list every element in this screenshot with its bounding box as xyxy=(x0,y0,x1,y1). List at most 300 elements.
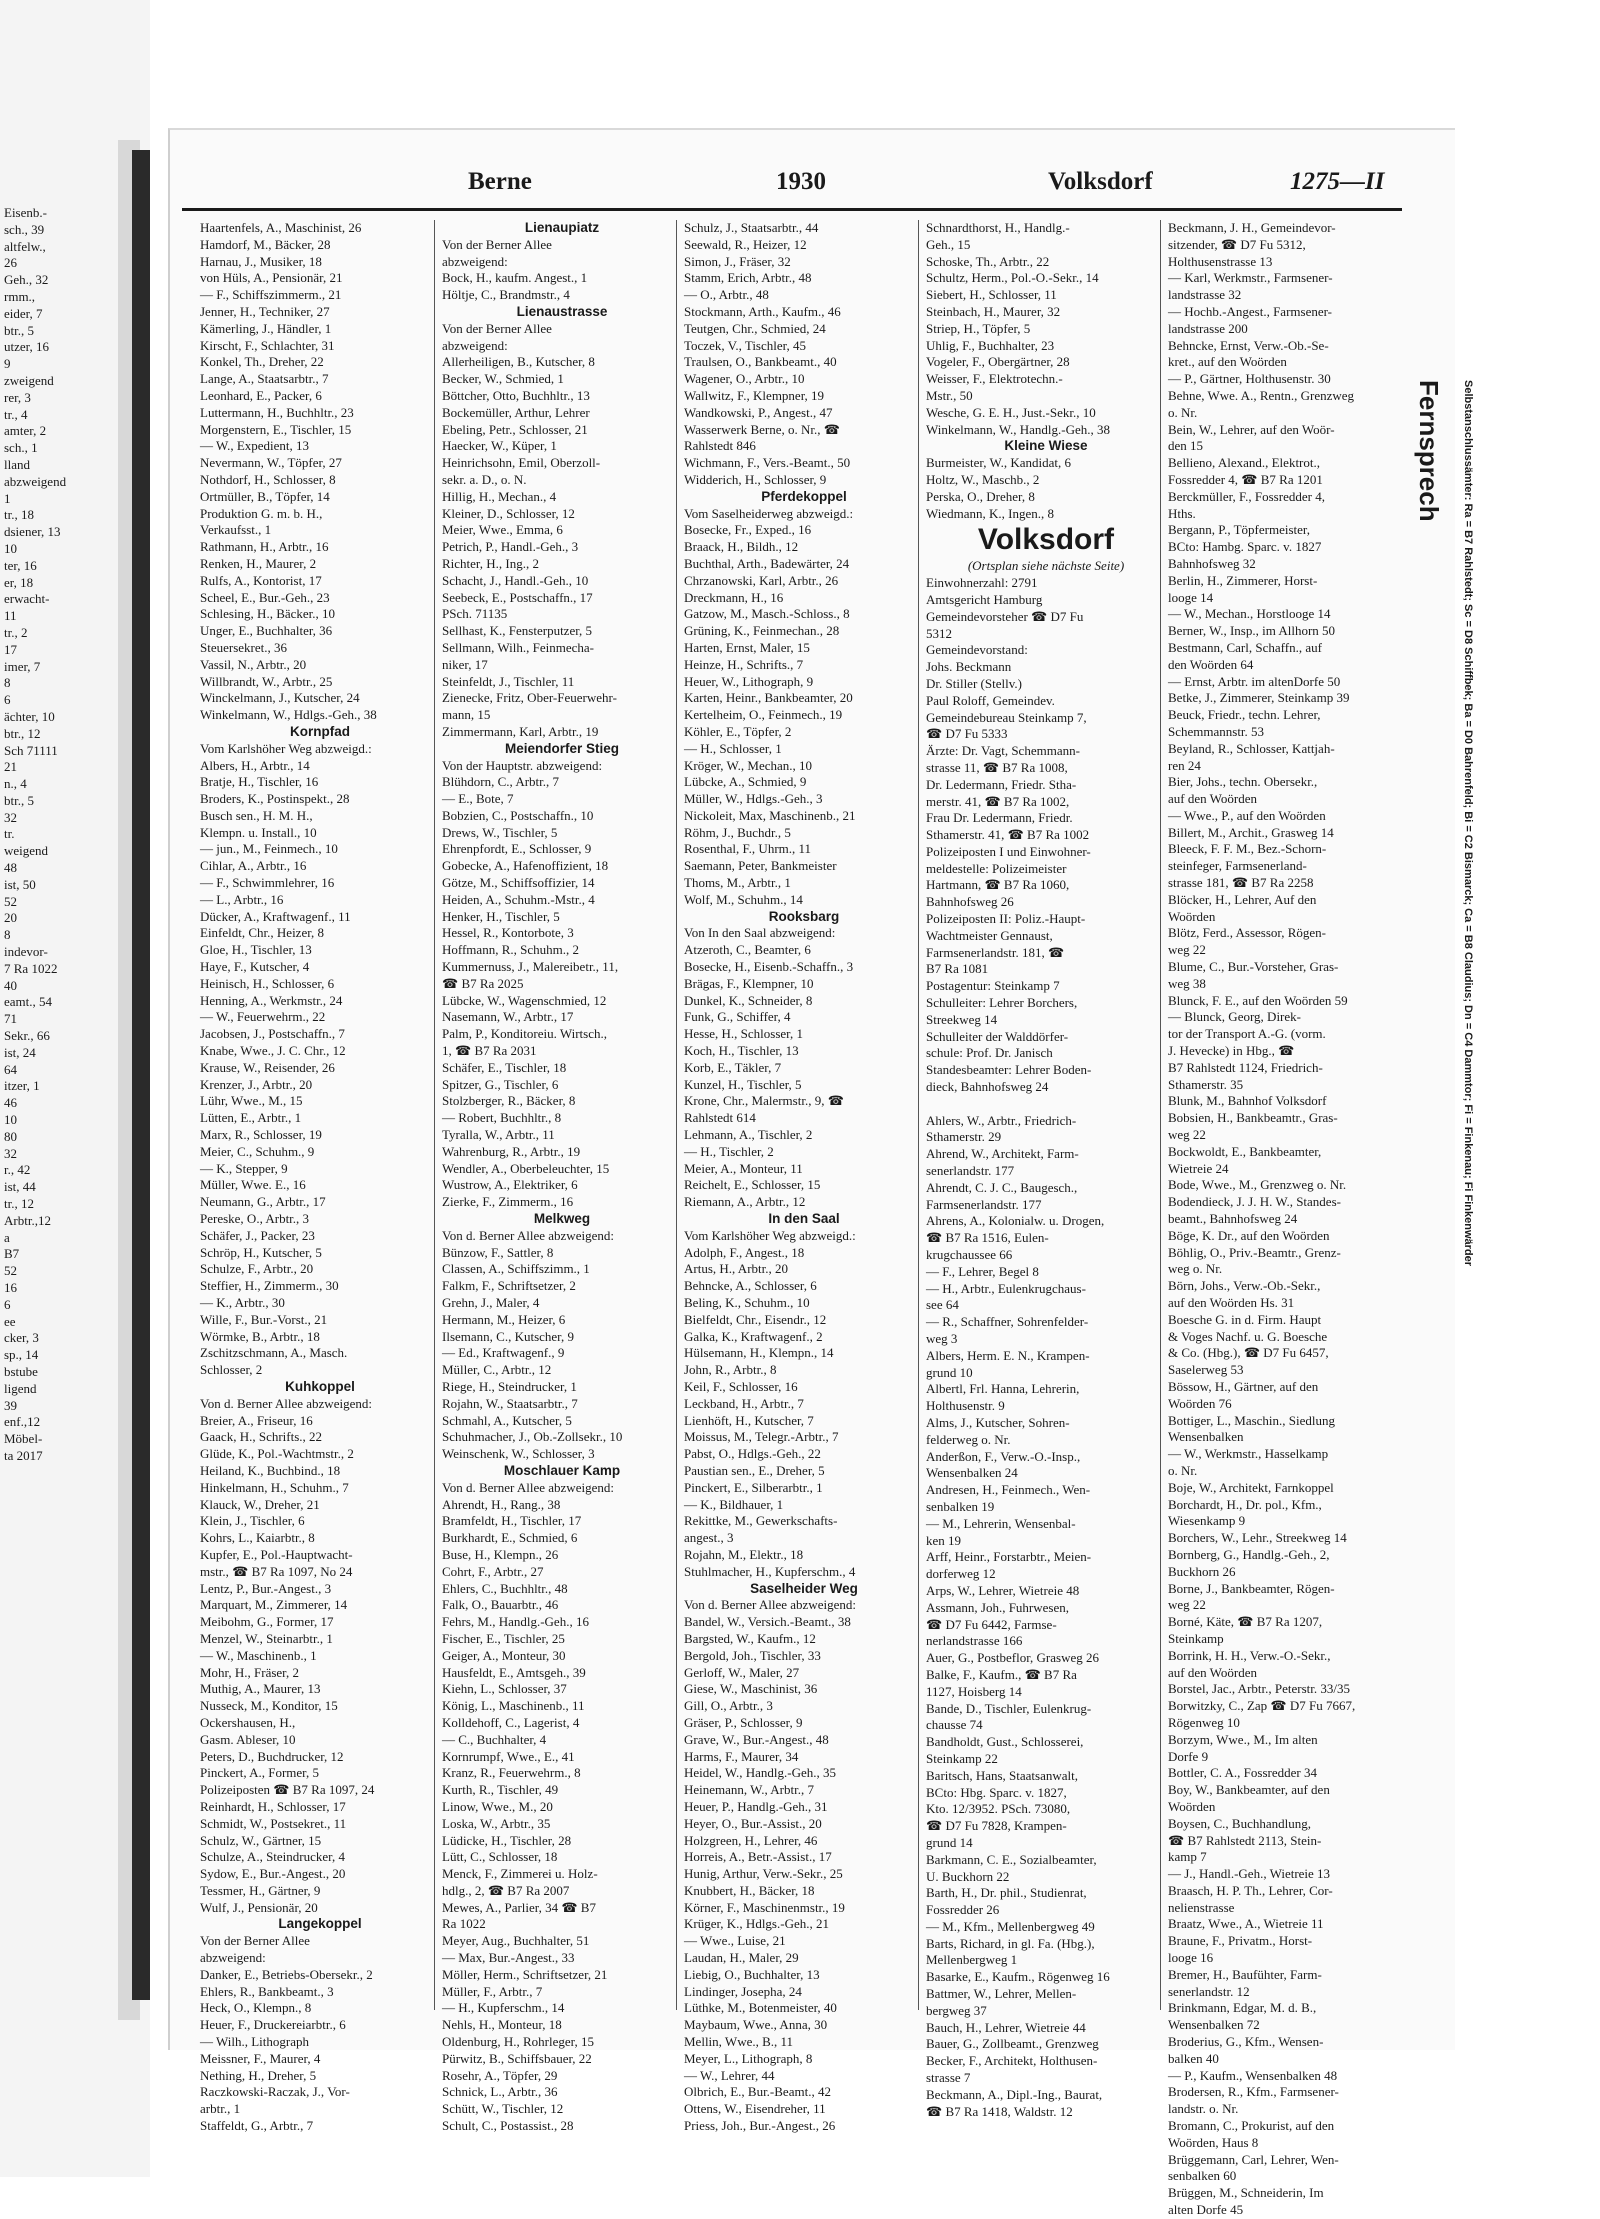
directory-entry: Schacht, J., Handl.-Geh., 10 xyxy=(442,572,589,588)
directory-entry: BCto: Hbg. Sparc. v. 1827, xyxy=(926,1784,1067,1800)
directory-entry: Gemeindevorsteher ☎ D7 Fu xyxy=(926,608,1084,624)
directory-entry: Billert, M., Archit., Grasweg 14 xyxy=(1168,824,1334,840)
directory-entry: Giese, W., Maschinist, 36 xyxy=(684,1681,818,1697)
directory-entry: Winkelmann, W., Handlg.-Geh., 38 xyxy=(926,421,1110,437)
header-rule xyxy=(182,208,1402,211)
fragment-line: erwacht- xyxy=(4,591,50,607)
directory-entry: Wallwitz, F., Klempner, 19 xyxy=(684,387,825,403)
directory-entry: Gräser, P., Schlosser, 9 xyxy=(684,1714,803,1730)
directory-entry: Wagener, O., Arbtr., 10 xyxy=(684,371,805,387)
fragment-line: indevor- xyxy=(4,944,48,960)
directory-entry: Albers, Herm. E. N., Krampen- xyxy=(926,1347,1090,1363)
directory-entry: ren 24 xyxy=(1168,757,1201,773)
directory-entry: Horreis, A., Betr.-Assist., 17 xyxy=(684,1849,832,1865)
directory-entry: B7 Rahlstedt 1124, Friedrich- xyxy=(1168,1059,1323,1075)
fragment-line: weigend xyxy=(4,843,49,859)
directory-entry: — Hochb.-Angest., Farmsener- xyxy=(1168,303,1333,319)
directory-entry: — Wwe., P., auf den Woörden xyxy=(1168,807,1326,823)
directory-entry: Nothdorf, H., Schlosser, 8 xyxy=(200,471,336,487)
directory-entry: Einwohnerzahl: 2791 xyxy=(926,575,1038,591)
directory-entry: Meier, Wwe., Emma, 6 xyxy=(442,522,563,538)
directory-entry: Gemeindevorstand: xyxy=(926,642,1028,658)
directory-entry: Schmahl, A., Kutscher, 5 xyxy=(442,1412,572,1428)
directory-entry: Sthamerstr. 29 xyxy=(926,1129,1002,1145)
directory-entry: — K., Bildhauer, 1 xyxy=(684,1496,784,1512)
directory-entry: Lüdicke, H., Tischler, 28 xyxy=(442,1832,572,1848)
directory-entry: ☎ D7 Fu 7828, Krampen- xyxy=(926,1818,1067,1834)
directory-entry: Wulf, J., Pensionär, 20 xyxy=(200,1899,318,1915)
directory-entry: Bockwoldt, E., Bankbeamter, xyxy=(1168,1143,1322,1159)
directory-entry: Bellieno, Alexand., Elektrot., xyxy=(1168,455,1320,471)
directory-entry: — W., Lehrer, 44 xyxy=(684,2067,775,2083)
directory-entry: strasse 181, ☎ B7 Ra 2258 xyxy=(1168,875,1314,891)
directory-entry: — Ed., Kraftwagenf., 9 xyxy=(442,1345,565,1361)
directory-entry: senerlandstr. 177 xyxy=(926,1163,1015,1179)
directory-entry: Heinze, H., Schrifts., 7 xyxy=(684,656,804,672)
directory-entry: Assmann, Joh., Fuhrwesen, xyxy=(926,1599,1069,1615)
directory-entry: Borchers, W., Lehr., Streekweg 14 xyxy=(1168,1530,1347,1546)
directory-entry: Schulz, W., Gärtner, 15 xyxy=(200,1832,322,1848)
directory-entry: Zschitzschmann, A., Masch. xyxy=(200,1345,348,1361)
directory-entry: Bein, W., Lehrer, auf den Woör- xyxy=(1168,421,1335,437)
directory-entry: ☎ D7 Fu 6442, Farmse- xyxy=(926,1616,1057,1632)
directory-entry: Wolf, M., Schuhm., 14 xyxy=(684,891,803,907)
directory-entry: arbtr., 1 xyxy=(200,2101,241,2117)
directory-entry: Schlosser, 2 xyxy=(200,1362,263,1378)
directory-entry: Haye, F., Kutscher, 4 xyxy=(200,959,310,975)
directory-entry: Ebeling, Petr., Schlosser, 21 xyxy=(442,421,588,437)
directory-entry: balken 40 xyxy=(1168,2050,1219,2066)
directory-entry: Balke, F., Kaufm., ☎ B7 Ra xyxy=(926,1666,1077,1682)
directory-entry: Brüggen, M., Schneiderin, Im xyxy=(1168,2185,1324,2201)
directory-entry: 1, ☎ B7 Ra 2031 xyxy=(442,1043,537,1059)
directory-entry: — K., Arbtr., 30 xyxy=(200,1295,285,1310)
fragment-line: 10 xyxy=(4,1112,17,1128)
directory-entry: Koch, H., Tischler, 13 xyxy=(684,1043,799,1059)
directory-entry: Basarke, E., Kaufm., Rögenweg 16 xyxy=(926,1969,1110,1985)
fragment-line: tr., 2 xyxy=(4,624,28,640)
directory-entry: Rahlstedt 614 xyxy=(684,1110,756,1126)
fragment-line: 21 xyxy=(4,759,17,775)
directory-entry: Bünzow, F., Sattler, 8 xyxy=(442,1244,554,1260)
street-heading: Melkweg xyxy=(533,1211,591,1227)
street-heading: Lienaupiatz xyxy=(524,220,600,235)
directory-entry: schule: Prof. Dr. Janisch xyxy=(926,1045,1053,1061)
directory-entry: Unger, E., Buchhalter, 36 xyxy=(200,623,333,639)
directory-entry: Schäfer, E., Tischler, 18 xyxy=(442,1059,567,1075)
directory-entry: Heuer, P., Handlg.-Geh., 31 xyxy=(684,1798,828,1814)
directory-entry: Pereske, O., Arbtr., 3 xyxy=(200,1211,310,1227)
directory-entry: Rojahn, M., Elektr., 18 xyxy=(684,1546,804,1562)
directory-entry: ☎ B7 Ra 1516, Eulen- xyxy=(926,1230,1049,1246)
directory-entry: alten Dorfe 45 xyxy=(1168,2202,1244,2218)
column-divider xyxy=(1160,220,1161,2010)
directory-entry: Busch sen., H. M. H., xyxy=(200,807,313,823)
fragment-line: ligend xyxy=(4,1380,37,1396)
directory-entry: o. Nr. xyxy=(1168,404,1198,420)
directory-entry: Kirscht, F., Schlachter, 31 xyxy=(200,337,335,353)
directory-entry: Beckmann, A., Dipl.-Ing., Baurat, xyxy=(926,2086,1103,2102)
directory-entry: Zienecke, Fritz, Ober-Feuerwehr- xyxy=(442,690,617,706)
directory-entry: Hunig, Arthur, Verw.-Sekr., 25 xyxy=(684,1866,843,1882)
directory-entry: Liebig, O., Buchhalter, 13 xyxy=(684,1966,820,1982)
directory-entry: weg 3 xyxy=(926,1331,958,1346)
directory-entry: Kleiner, D., Schlosser, 12 xyxy=(442,505,575,521)
directory-entry: Bahnhofsweg 26 xyxy=(926,894,1014,910)
directory-entry: angest., 3 xyxy=(684,1530,734,1546)
directory-entry: Heinrichsohn, Emil, Oberzoll- xyxy=(442,455,601,471)
directory-entry: — Robert, Buchhltr., 8 xyxy=(442,1110,562,1126)
directory-entry: Bargsted, W., Kaufm., 12 xyxy=(684,1630,816,1646)
fragment-line: rer, 3 xyxy=(4,389,31,405)
directory-entry: Glüde, K., Pol.-Wachtmstr., 2 xyxy=(200,1446,354,1462)
fragment-line: dsiener, 13 xyxy=(4,524,61,540)
directory-entry: Berlin, H., Zimmerer, Horst- xyxy=(1168,572,1318,588)
directory-entry: Chrzanowski, Karl, Arbtr., 26 xyxy=(684,572,839,588)
directory-entry: Albertl, Frl. Hanna, Lehrerin, xyxy=(926,1381,1080,1397)
directory-entry: Wiedmann, K., Ingen., 8 xyxy=(926,505,1055,521)
directory-entry: Köhler, E., Töpfer, 2 xyxy=(684,723,792,739)
directory-entry: Brodersen, R., Kfm., Farmsener- xyxy=(1168,2084,1339,2100)
directory-entry: Luttermann, H., Buchhltr., 23 xyxy=(200,404,354,420)
directory-entry: Lange, A., Staatsarbtr., 7 xyxy=(200,371,329,387)
directory-entry: Lütten, E., Arbtr., 1 xyxy=(200,1110,302,1126)
directory-entry: Woörden xyxy=(1168,1798,1216,1814)
directory-entry: Pinckert, A., Former, 5 xyxy=(200,1765,319,1781)
directory-entry: — M., Kfm., Mellenbergweg 49 xyxy=(926,1918,1095,1934)
directory-entry: Wahrenburg, R., Arbtr., 19 xyxy=(442,1143,581,1159)
directory-entry: BCto: Hambg. Sparc. v. 1827 xyxy=(1168,539,1322,555)
page-header xyxy=(180,168,1405,202)
directory-entry: Schulleiter: Lehrer Borchers, xyxy=(926,995,1078,1011)
directory-entry: Krenzer, J., Arbtr., 20 xyxy=(200,1076,313,1092)
column-5 xyxy=(1168,220,1404,2219)
directory-entry: Bergold, Joh., Tischler, 33 xyxy=(684,1647,821,1663)
directory-entry: — F., Schiffszimmerm., 21 xyxy=(200,287,342,303)
directory-entry: Becker, W., Schmied, 1 xyxy=(442,371,564,387)
directory-entry: beamt., Bahnhofsweg 24 xyxy=(1168,1211,1298,1227)
directory-entry: Steinfeldt, J., Tischler, 11 xyxy=(442,673,575,689)
directory-entry: Jacobsen, J., Postschaffn., 7 xyxy=(200,1026,345,1042)
directory-entry: weg 22 xyxy=(1168,1597,1206,1613)
directory-entry: Müller, Wwe. E., 16 xyxy=(200,1177,306,1193)
directory-entry: Boesche G. in d. Firm. Haupt xyxy=(1168,1311,1322,1327)
street-heading: Moschlauer Kamp xyxy=(503,1462,621,1478)
directory-entry: Amtsgericht Hamburg xyxy=(926,591,1043,607)
directory-entry: Schnick, L., Arbtr., 36 xyxy=(442,2084,558,2100)
directory-entry: Frau Dr. Ledermann, Friedr. xyxy=(926,810,1073,826)
column-1 xyxy=(200,220,440,2135)
directory-entry: Battmer, W., Lehrer, Mellen- xyxy=(926,1986,1077,2002)
fragment-line: btr., 5 xyxy=(4,792,34,808)
directory-entry: Bergann, P., Töpfermeister, xyxy=(1168,522,1310,538)
directory-entry: mstr., ☎ B7 Ra 1097, No 24 xyxy=(200,1563,353,1579)
fragment-line: ist, 50 xyxy=(4,876,36,892)
directory-entry: Nusseck, M., Konditor, 15 xyxy=(200,1698,338,1714)
directory-entry: merstr. 41, ☎ B7 Ra 1002, xyxy=(926,793,1070,809)
directory-entry: weg o. Nr. xyxy=(1168,1261,1223,1277)
fragment-line: 1 xyxy=(4,490,11,506)
directory-entry: — W., Expedient, 13 xyxy=(200,438,310,454)
directory-entry: — jun., M., Feinmech., 10 xyxy=(200,841,338,857)
directory-entry: Meier, C., Schuhm., 9 xyxy=(200,1143,315,1159)
directory-entry: mann, 15 xyxy=(442,707,491,723)
header-page-number: 1275—II xyxy=(1290,168,1385,195)
fragment-line: 40 xyxy=(4,977,17,993)
directory-entry: — J., Handl.-Geh., Wietreie 13 xyxy=(1168,1866,1331,1882)
directory-entry: Lühr, Wwe., M., 15 xyxy=(200,1093,303,1109)
directory-entry: Seewald, R., Heizer, 12 xyxy=(684,236,807,252)
directory-entry: U. Buckhorn 22 xyxy=(926,1868,1010,1884)
directory-entry: auf den Woörden Hs. 31 xyxy=(1168,1295,1295,1310)
directory-entry: — F., Lehrer, Begel 8 xyxy=(926,1263,1039,1279)
directory-entry: Heyer, O., Bur.-Assist., 20 xyxy=(684,1815,822,1831)
directory-entry: Zimmermann, Karl, Arbtr., 19 xyxy=(442,723,599,739)
directory-entry: Bahnhofsweg 32 xyxy=(1168,555,1256,571)
directory-entry: niker, 17 xyxy=(442,656,488,672)
directory-entry: Paul Roloff, Gemeindev. xyxy=(926,692,1055,708)
fragment-line: 6 xyxy=(4,692,11,708)
directory-entry: Krone, Chr., Malermstr., 9, ☎ xyxy=(684,1093,844,1109)
directory-entry: Von der Berner Allee xyxy=(442,236,552,252)
directory-entry: John, R., Arbtr., 8 xyxy=(684,1362,777,1378)
directory-entry: — F., Schwimmlehrer, 16 xyxy=(200,875,335,891)
directory-entry: Borzym, Wwe., M., Im alten xyxy=(1168,1731,1318,1747)
fragment-line: amter, 2 xyxy=(4,423,47,439)
directory-entry: Beckmann, J. H., Gemeindevor- xyxy=(1168,220,1336,235)
directory-entry: Stolzberger, R., Bäcker, 8 xyxy=(442,1093,576,1109)
directory-entry: Hartmann, ☎ B7 Ra 1060, xyxy=(926,877,1070,893)
directory-entry: — W., Mechan., Horstlooge 14 xyxy=(1168,606,1331,622)
directory-entry: Wensenbalken 24 xyxy=(926,1465,1018,1481)
directory-entry: Grüning, K., Feinmechan., 28 xyxy=(684,623,840,639)
directory-entry: Beling, K., Schuhm., 10 xyxy=(684,1295,810,1310)
directory-entry: Dreckmann, H., 16 xyxy=(684,589,784,605)
directory-entry: Müller, F., Arbtr., 7 xyxy=(442,1983,543,1999)
street-heading: Meiendorfer Stieg xyxy=(504,740,620,756)
directory-entry: den Woörden 64 xyxy=(1168,656,1254,672)
directory-entry: Krüger, K., Hdlgs.-Geh., 21 xyxy=(684,1916,829,1932)
directory-entry: Heinemann, W., Arbtr., 7 xyxy=(684,1782,814,1798)
directory-entry: Böttcher, Otto, Buchhltr., 13 xyxy=(442,387,590,403)
directory-entry: Schulze, F., Arbtr., 20 xyxy=(200,1261,314,1277)
directory-entry: Atzeroth, C., Beamter, 6 xyxy=(684,942,811,958)
directory-entry: Bock, H., kaufm. Angest., 1 xyxy=(442,270,588,286)
directory-entry: 1127, Hoisberg 14 xyxy=(926,1683,1022,1699)
fragment-line: 17 xyxy=(4,641,17,657)
directory-page xyxy=(168,128,1474,2218)
directory-entry: Berckmüller, F., Fossredder 4, xyxy=(1168,488,1325,504)
directory-entry: Toczek, V., Tischler, 45 xyxy=(684,337,806,353)
directory-entry: Wiesenkamp 9 xyxy=(1168,1513,1246,1529)
street-heading: Pferdekoppel xyxy=(761,488,847,504)
street-heading: Saselheider Weg xyxy=(750,1580,858,1596)
directory-entry: & Voges Nachf. u. G. Boesche xyxy=(1168,1328,1328,1344)
directory-entry: Oldenburg, H., Rohrleger, 15 xyxy=(442,2034,594,2050)
directory-entry: Anderßon, F., Verw.-O.-Insp., xyxy=(926,1448,1081,1464)
directory-entry: Schemmannstr. 53 xyxy=(1168,723,1265,739)
directory-entry: weg 22 xyxy=(1168,942,1206,958)
directory-entry: Bier, Johs., techn. Obersekr., xyxy=(1168,774,1318,790)
directory-entry: Zierke, F., Zimmerm., 16 xyxy=(442,1194,574,1210)
directory-entry: Ahrend, W., Architekt, Farm- xyxy=(926,1146,1079,1162)
directory-entry: Wensenbalken 72 xyxy=(1168,2017,1260,2033)
directory-entry: Woörden xyxy=(1168,908,1216,924)
directory-entry: Burkhardt, E., Schmied, 6 xyxy=(442,1530,578,1546)
directory-entry: Renken, H., Maurer, 2 xyxy=(200,555,317,571)
directory-entry: Berner, W., Insp., im Allhorn 50 xyxy=(1168,623,1336,639)
fragment-line: ter, 16 xyxy=(4,557,37,573)
directory-entry: Jenner, H., Techniker, 27 xyxy=(200,303,330,319)
fragment-line: itzer, 1 xyxy=(4,1078,40,1094)
directory-entry: Krause, W., Reisender, 26 xyxy=(200,1059,335,1075)
directory-entry: grund 10 xyxy=(926,1364,973,1380)
directory-entry: Dücker, A., Kraftwagenf., 11 xyxy=(200,908,351,924)
directory-entry: Burmeister, W., Kandidat, 6 xyxy=(926,455,1071,471)
telephone-sidebar xyxy=(1410,380,1474,1880)
directory-entry: see 64 xyxy=(926,1297,959,1313)
directory-entry: Kunzel, H., Tischler, 5 xyxy=(684,1076,802,1092)
street-heading: Kleine Wiese xyxy=(1004,438,1088,454)
directory-entry: Johs. Beckmann xyxy=(926,659,1012,675)
directory-entry: von Hüls, A., Pensionär, 21 xyxy=(200,270,343,286)
directory-entry: Böhlig, O., Priv.-Beamtr., Grenz- xyxy=(1168,1244,1341,1260)
directory-entry: ☎ B7 Rahlstedt 2113, Stein- xyxy=(1168,1832,1322,1848)
directory-entry: felderweg o. Nr. xyxy=(926,1431,1011,1447)
directory-entry: Gatzow, M., Masch.-Schloss., 8 xyxy=(684,606,850,622)
directory-entry: Bromann, C., Prokurist, auf den xyxy=(1168,2118,1335,2134)
directory-entry: Barts, Richard, in gl. Fa. (Hbg.), xyxy=(926,1935,1095,1951)
fragment-line: Sekr., 66 xyxy=(4,1028,50,1044)
directory-entry: Bielfeldt, Chr., Eisendr., 12 xyxy=(684,1311,827,1327)
directory-entry: — M., Lehrerin, Wensenbal- xyxy=(926,1515,1076,1531)
directory-entry: Funk, G., Schiffer, 4 xyxy=(684,1009,791,1025)
directory-entry: Ehlers, R., Bankbeamt., 3 xyxy=(200,1983,334,1999)
column-2 xyxy=(442,220,682,2135)
directory-entry: Simon, J., Fräser, 32 xyxy=(684,253,791,269)
directory-entry: Boje, W., Architekt, Farnkoppel xyxy=(1168,1479,1334,1495)
directory-entry: landstrasse 32 xyxy=(1168,287,1242,303)
directory-entry: Wörmke, B., Arbtr., 18 xyxy=(200,1328,320,1344)
directory-entry: landstrasse 200 xyxy=(1168,320,1248,336)
directory-entry: Nehls, H., Monteur, 18 xyxy=(442,2017,562,2033)
directory-entry: Winkelmann, W., Hdlgs.-Geh., 38 xyxy=(200,707,377,723)
directory-entry: Holthusenstrasse 13 xyxy=(1168,253,1273,269)
directory-entry: strasse 11, ☎ B7 Ra 1008, xyxy=(926,759,1068,775)
directory-entry: grund 14 xyxy=(926,1834,973,1850)
street-heading: Rooksbarg xyxy=(768,908,840,924)
directory-entry: Wietreie 24 xyxy=(1168,1160,1229,1176)
directory-entry: — C., Buchhalter, 4 xyxy=(442,1731,547,1747)
directory-entry: Kertelheim, O., Feinmech., 19 xyxy=(684,707,843,723)
directory-entry: Lübcke, A., Schmied, 9 xyxy=(684,774,807,790)
directory-entry: den 15 xyxy=(1168,438,1204,454)
directory-entry: Kranz, R., Feuerwehrm., 8 xyxy=(442,1765,581,1781)
directory-entry: Pürwitz, B., Schiffsbauer, 22 xyxy=(442,2050,592,2066)
fragment-line: 6 xyxy=(4,1296,11,1312)
fragment-line: btr., 5 xyxy=(4,322,34,338)
directory-entry: — H., Kupferschm., 14 xyxy=(442,2000,565,2016)
directory-entry: Röhm, J., Buchdr., 5 xyxy=(684,824,791,840)
directory-entry: Behne, Wwe. A., Rentn., Grenzweg xyxy=(1168,387,1355,403)
directory-entry: Arps, W., Lehrer, Wietreie 48 xyxy=(926,1582,1080,1598)
directory-entry: Lienhöft, H., Kutscher, 7 xyxy=(684,1412,814,1428)
directory-entry: Reichelt, E., Schlosser, 15 xyxy=(684,1177,821,1193)
directory-entry: Standesbeamter: Lehrer Boden- xyxy=(926,1062,1092,1078)
directory-entry: Stamm, Erich, Arbtr., 48 xyxy=(684,270,812,286)
column-divider xyxy=(918,220,919,2010)
directory-entry: Streekweg 14 xyxy=(926,1011,998,1027)
directory-entry: Rahlstedt 846 xyxy=(684,438,756,454)
directory-entry: Vom Karlshöher Weg abzweigd.: xyxy=(684,1227,856,1243)
directory-entry: Barkmann, C. E., Sozialbeamter, xyxy=(926,1851,1097,1867)
directory-entry: — Wwe., Luise, 21 xyxy=(684,1933,786,1949)
directory-entry: — Wilh., Lithograph xyxy=(200,2034,310,2050)
directory-entry: Braasch, H. P. Th., Lehrer, Cor- xyxy=(1168,1882,1333,1898)
directory-entry: Blöcker, H., Lehrer, Auf den xyxy=(1168,891,1317,907)
sidebar-title: Fernsprech xyxy=(1414,380,1444,522)
directory-entry: tor der Transport A.-G. (vorm. xyxy=(1168,1026,1326,1042)
directory-entry: Behncke, A., Schlosser, 6 xyxy=(684,1278,817,1294)
directory-entry: Meissner, F., Maurer, 4 xyxy=(200,2050,321,2066)
directory-entry: Sydow, E., Bur.-Angest., 20 xyxy=(200,1866,346,1882)
directory-entry: senbalken 60 xyxy=(1168,2168,1237,2184)
directory-entry: Perska, O., Dreher, 8 xyxy=(926,488,1035,504)
directory-entry: Moissus, M., Telegr.-Arbtr., 7 xyxy=(684,1429,839,1445)
directory-entry: Ilsemann, C., Kutscher, 9 xyxy=(442,1328,574,1344)
directory-entry: Leckband, H., Arbtr., 7 xyxy=(684,1395,804,1411)
directory-entry: Lütt, C., Schlosser, 18 xyxy=(442,1849,558,1865)
directory-entry: Wachtmeister Gennaust, xyxy=(926,927,1053,943)
directory-entry: Kohrs, L., Kaiarbtr., 8 xyxy=(200,1530,315,1546)
directory-entry: Raczkowski-Raczak, J., Vor- xyxy=(200,2084,350,2100)
directory-entry: — L., Arbtr., 16 xyxy=(200,891,284,907)
directory-entry: — W., Maschinenb., 1 xyxy=(200,1647,317,1663)
directory-entry: Riemann, A., Arbtr., 12 xyxy=(684,1194,806,1210)
directory-entry: Buckhorn 26 xyxy=(1168,1563,1236,1579)
directory-entry: Vom Saselheiderweg abzweigd.: xyxy=(684,505,854,521)
directory-entry: Kupfer, E., Pol.-Hauptwacht- xyxy=(200,1546,353,1562)
directory-entry: Meibohm, G., Former, 17 xyxy=(200,1614,334,1630)
directory-entry: Ärzte: Dr. Vagt, Schemmann- xyxy=(926,743,1080,759)
locality-heading: Volksdorf xyxy=(977,523,1115,557)
directory-entry: Leonhard, E., Packer, 6 xyxy=(200,387,322,403)
fragment-line: er, 18 xyxy=(4,574,34,590)
fragment-line: 8 xyxy=(4,675,11,691)
directory-entry: Geiger, A., Monteur, 30 xyxy=(442,1647,566,1663)
directory-entry: Klempn. u. Install., 10 xyxy=(200,824,317,840)
fragment-line: 16 xyxy=(4,1280,17,1295)
directory-entry: Von d. Berner Allee abzweigend: xyxy=(684,1597,856,1613)
directory-entry: Woörden, Haus 8 xyxy=(1168,2134,1259,2150)
fragment-line: Möbel- xyxy=(4,1431,43,1447)
directory-entry: Cohrt, F., Arbtr., 27 xyxy=(442,1563,544,1579)
directory-entry: Von d. Berner Allee abzweigend: xyxy=(442,1479,614,1495)
directory-entry: Schäfer, J., Packer, 23 xyxy=(200,1227,315,1243)
directory-entry: Hülsemann, H., Klempn., 14 xyxy=(684,1345,834,1361)
directory-entry: Breier, A., Friseur, 16 xyxy=(200,1412,313,1428)
fragment-line: Sch 71111 xyxy=(4,742,58,758)
directory-entry: Borrink, H. H., Verw.-O.-Sekr., xyxy=(1168,1647,1331,1663)
directory-entry: Nickoleit, Max, Maschinenb., 21 xyxy=(684,807,856,823)
directory-entry: Fischer, E., Tischler, 25 xyxy=(442,1630,565,1646)
fragment-line: 7 Ra 1022 xyxy=(4,960,58,976)
directory-entry: auf den Woörden xyxy=(1168,1664,1257,1680)
directory-entry: Polizeiposten II: Poliz.-Haupt- xyxy=(926,911,1086,927)
directory-entry: PSch. 71135 xyxy=(442,606,508,622)
directory-entry: Hoffmann, R., Schuhm., 2 xyxy=(442,942,579,958)
directory-entry: Bottler, C. A., Fossredder 34 xyxy=(1168,1765,1317,1781)
